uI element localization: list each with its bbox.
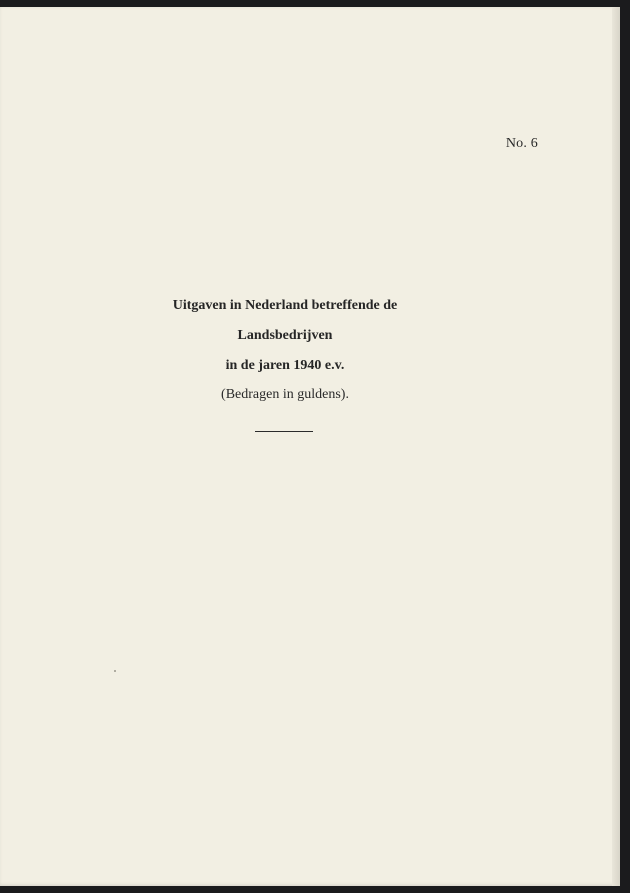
title-line-1: Uitgaven in Nederland betreffende de — [172, 298, 398, 313]
title-line-2: Landsbedrijven — [237, 328, 333, 343]
page-edge — [612, 7, 620, 886]
paper-speck — [114, 670, 116, 672]
page-number: No. 6 — [505, 136, 538, 151]
title-line-3: in de jaren 1940 e.v. — [225, 358, 345, 373]
subtitle: (Bedragen in guldens). — [221, 387, 349, 402]
divider-rule — [255, 431, 313, 432]
